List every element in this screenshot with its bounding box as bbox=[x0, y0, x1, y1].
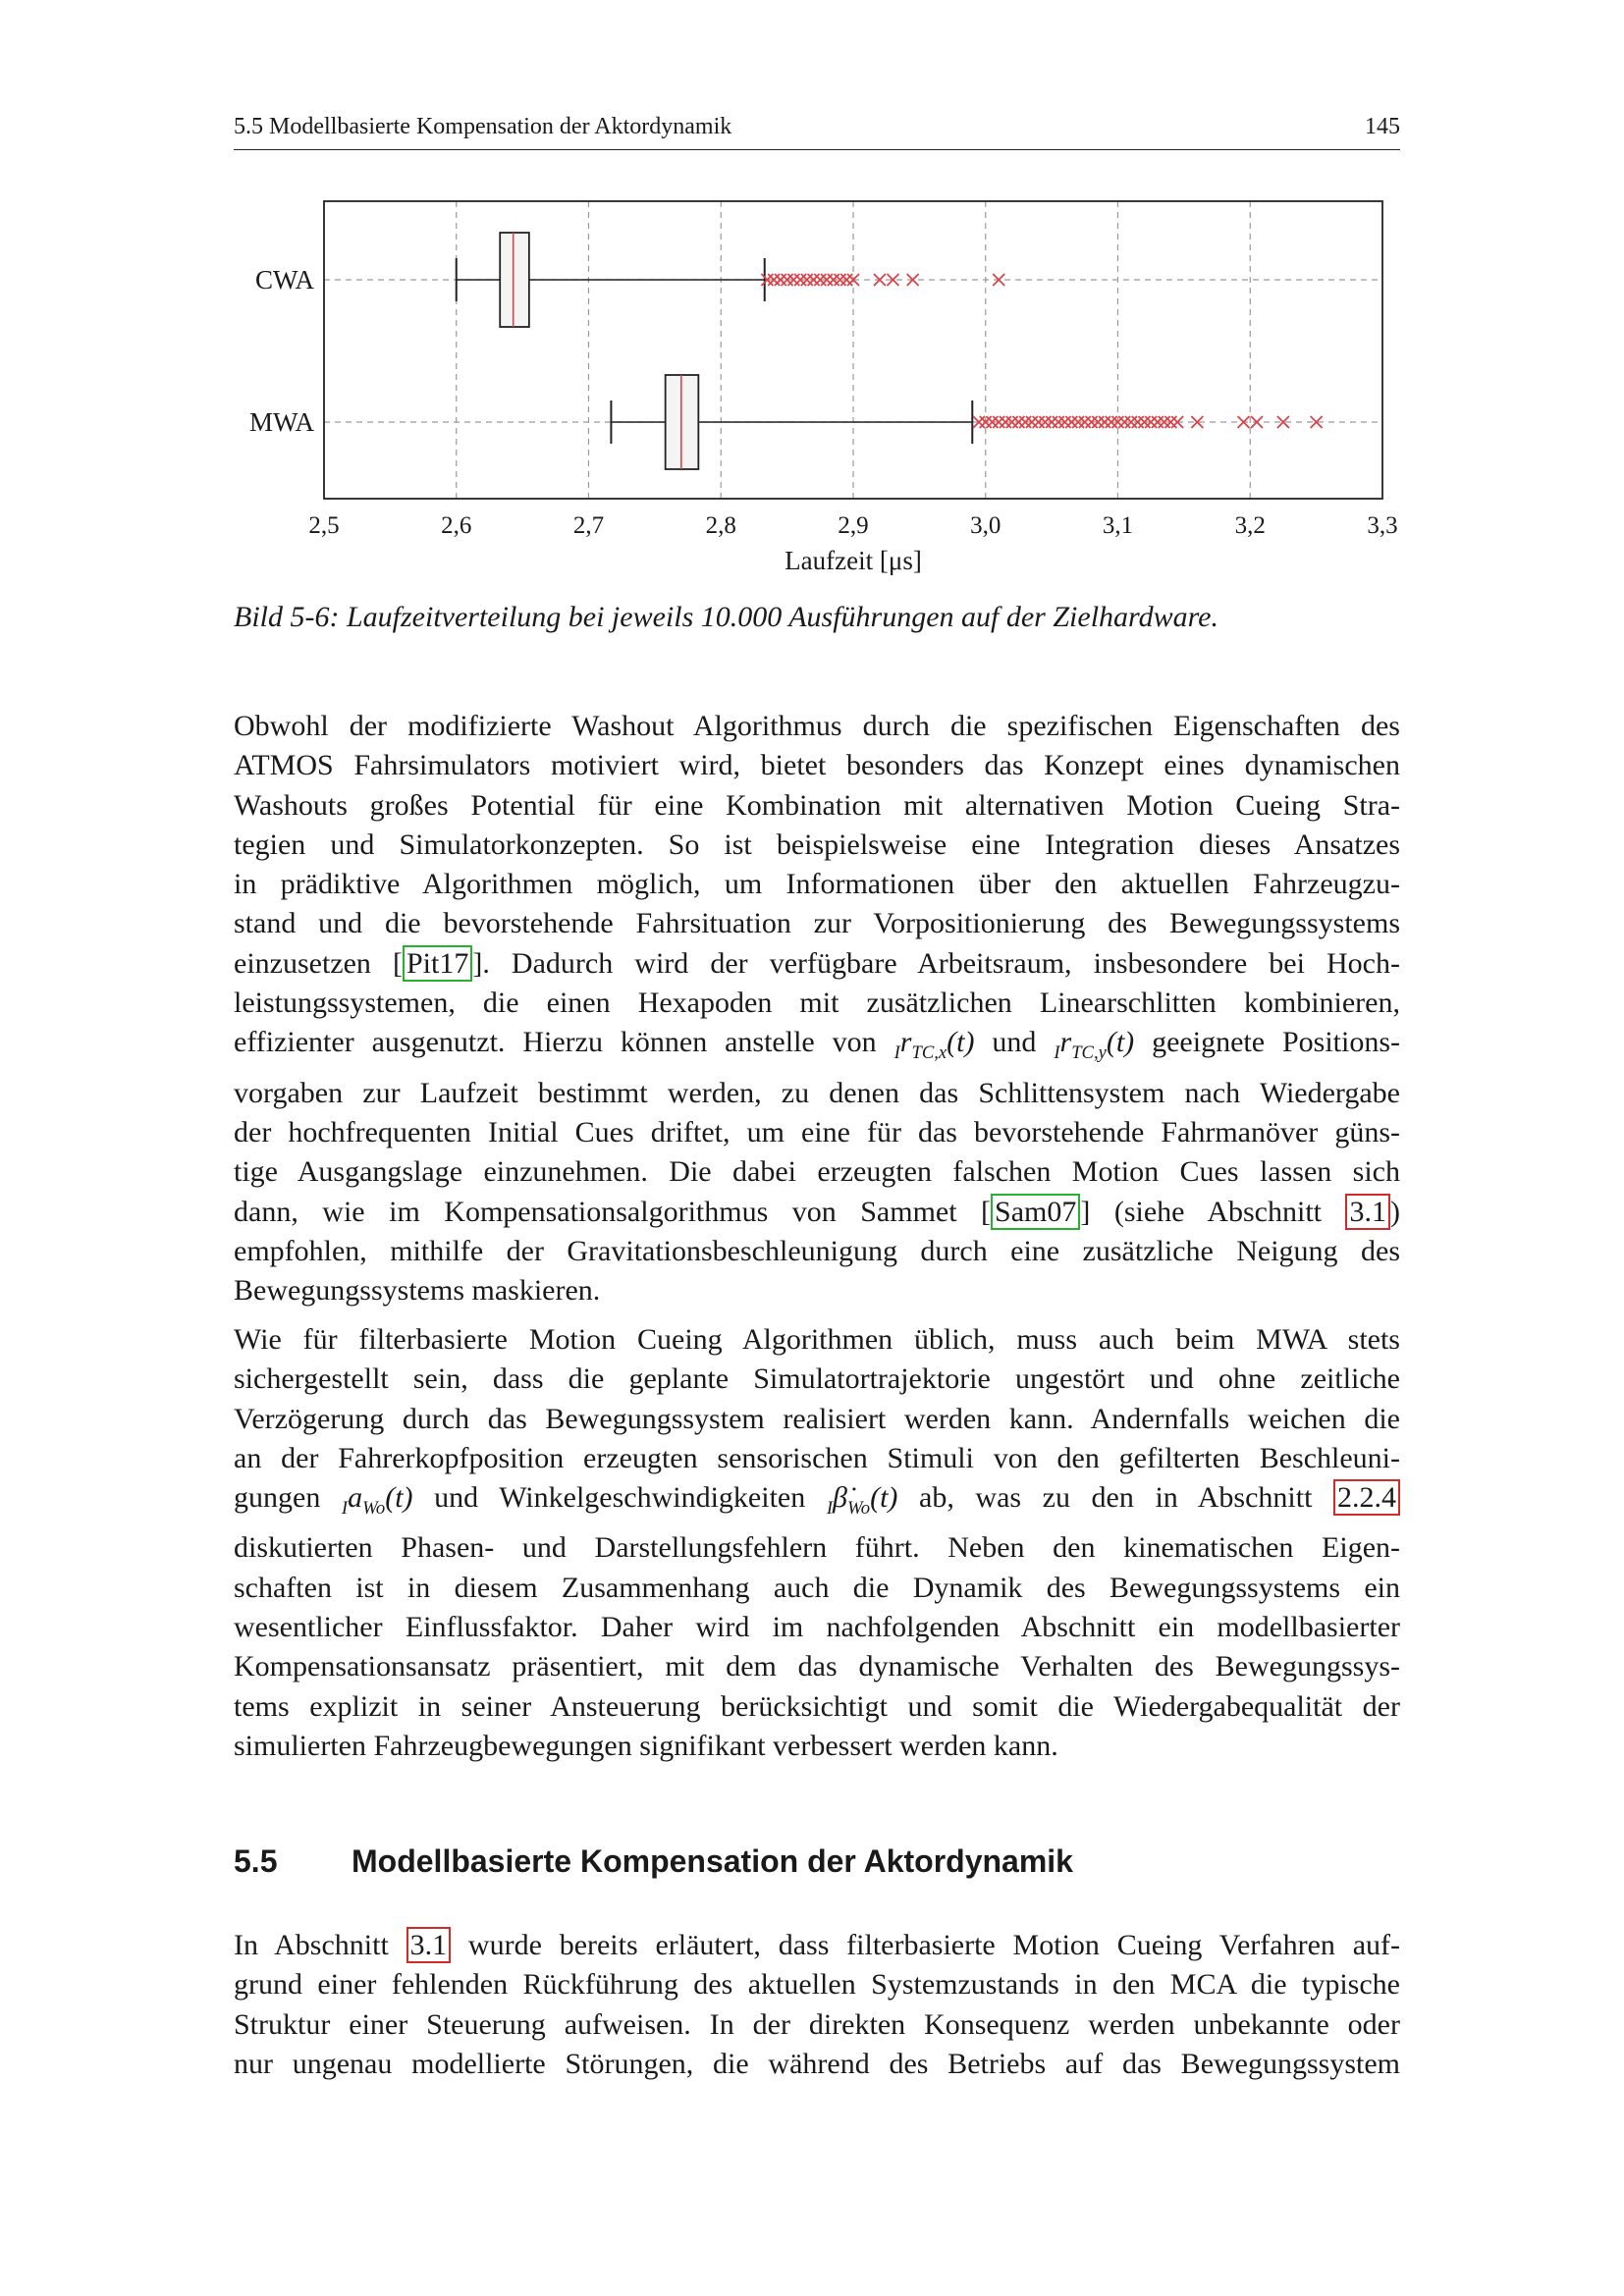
x-tick-label: 2,8 bbox=[705, 512, 736, 539]
figure-caption: Bild 5-6: Laufzeitverteilung bei jeweils 10.000 Ausführungen auf der Zielhardware. bbox=[234, 601, 1218, 633]
math-a-wo: $_Ia_{Wo}(t)$ bbox=[341, 1481, 413, 1520]
text-line: ATMOS Fahrsimulators motiviert wird, bietet besonders das Konzept eines dynamischen bbox=[234, 749, 1400, 782]
text-line: Struktur einer Steuerung aufweisen. In der direkten Konsequenz werden unbekannte oder bbox=[234, 2007, 1400, 2041]
section-link-2-2-4[interactable]: 2.2.4 bbox=[1333, 1479, 1400, 1516]
x-tick-label: 3,3 bbox=[1367, 512, 1398, 539]
x-axis-label: Laufzeit [μs] bbox=[785, 546, 922, 575]
text-line: Verzögerung durch das Bewegungssystem realisiert werden kann. Andernfalls weichen die bbox=[234, 1402, 1400, 1435]
section-link-3-1[interactable]: 3.1 bbox=[406, 1927, 452, 1963]
outlier-marker bbox=[1012, 416, 1024, 428]
text-line: schaften ist in diesem Zusammenhang auch die Dynamik des Bewegungssystems ein bbox=[234, 1571, 1400, 1604]
paragraph-1 bbox=[234, 707, 1400, 1310]
header-section-title: 5.5 Modellbasierte Kompensation der Aktordynamik bbox=[234, 114, 732, 139]
text-line: einzusetzen [ Pit17 ]. Dadurch wird der verfügbare Arbeitsraum, insbesondere bei Hoch- bbox=[234, 946, 1400, 980]
outlier-marker bbox=[1046, 416, 1057, 428]
text-line: Obwohl der modifizierte Washout Algorithmus durch die spezifischen Eigenschaften des bbox=[234, 710, 1400, 742]
outlier-marker bbox=[1065, 416, 1077, 428]
text-line: wesentlicher Einflussfaktor. Daher wird im nachfolgenden Abschnitt ein modellbasierter bbox=[234, 1611, 1400, 1644]
y-tick-label: MWA bbox=[249, 407, 314, 437]
x-tick-label: 3,1 bbox=[1102, 512, 1134, 539]
text-line: der hochfrequenten Initial Cues driftet, um eine für das bevorstehende Fahrmanöver güns- bbox=[234, 1115, 1400, 1148]
section-number: 5.5 bbox=[234, 1843, 278, 1879]
text-line: vorgaben zur Laufzeit bestimmt werden, zu denen das Schlittensystem nach Wiedergabe bbox=[234, 1076, 1400, 1109]
text-line: effizienter ausgenutzt. Hierzu können anstelle von $_Ir_{TC,x}(t)$ und $_Ir_{TC,y}(t)$ geeignete Positions- bbox=[234, 1026, 1400, 1064]
outlier-marker bbox=[1099, 416, 1110, 428]
text-line: tegien und Simulatorkonzepten. So ist beispielsweise eine Integration dieses Ansatzes bbox=[234, 828, 1400, 861]
outlier-marker bbox=[775, 274, 786, 286]
outlier-marker bbox=[1132, 416, 1144, 428]
section-link-3-1[interactable]: 3.1 bbox=[1345, 1194, 1390, 1230]
x-tick-label: 2,6 bbox=[441, 512, 472, 539]
text-line: diskutierten Phasen- und Darstellungsfehlern führt. Neben den kinematischen Eigen- bbox=[234, 1531, 1400, 1565]
text-line: stand und die bevorstehende Fahrsituation zur Vorpositionierung des Bewegungssystems bbox=[234, 907, 1400, 940]
x-tick-label: 2,7 bbox=[572, 512, 605, 539]
x-tick-label: 3,2 bbox=[1234, 512, 1266, 539]
paragraph-2 bbox=[234, 1320, 1400, 1766]
boxplot-chart bbox=[234, 187, 1412, 579]
page-number: 145 bbox=[1365, 114, 1400, 139]
math-r-tcx: $_Ir_{TC,x}(t)$ bbox=[893, 1026, 975, 1064]
paragraph-3 bbox=[234, 1926, 1400, 2084]
text-line: gungen $_Ia_{Wo}(t)$ und Winkelgeschwindigkeiten $_I\betȧ_{Wo}(t)$ ab, was zu den in Abschnitt 2.2.4 bbox=[234, 1478, 1400, 1528]
math-r-tcy: $_Ir_{TC,y}(t)$ bbox=[1054, 1026, 1135, 1064]
math-beta-wo: $_I\betȧ_{Wo}(t)$ bbox=[826, 1481, 898, 1520]
text-line: Kompensationsansatz präsentiert, mit dem das dynamische Verhalten des Bewegungssys- bbox=[234, 1650, 1400, 1683]
citation-link-pit17[interactable]: Pit17 bbox=[403, 945, 472, 982]
x-tick-label: 3,0 bbox=[970, 512, 1001, 539]
text-line: an der Fahrerkopfposition erzeugten sensorischen Stimuli von den gefilterten Beschleuni- bbox=[234, 1441, 1400, 1474]
text-line: Washouts großes Potential für eine Kombination mit alternativen Motion Cueing Stra- bbox=[234, 788, 1400, 822]
text-line: in prädiktive Algorithmen möglich, um Informationen über den aktuellen Fahrzeugzu- bbox=[234, 868, 1400, 901]
x-tick-label: 2,9 bbox=[838, 512, 869, 539]
running-header bbox=[234, 110, 1400, 150]
text-line: tige Ausgangslage einzunehmen. Die dabei erzeugten falschen Motion Cues lassen sich bbox=[234, 1155, 1400, 1189]
text-line: Bewegungssystems maskieren. bbox=[234, 1274, 601, 1308]
text-line: simulierten Fahrzeugbewegungen signifikant verbessert werden kann. bbox=[234, 1729, 1058, 1762]
text-line: In Abschnitt 3.1 wurde bereits erläutert, dass filterbasierte Motion Cueing Verfahren auf- bbox=[234, 1929, 1400, 1961]
text-line: nur ungenau modellierte Störungen, die während des Betriebs auf das Bewegungssystem bbox=[234, 2047, 1400, 2080]
text-line: empfohlen, mithilfe der Gravitationsbeschleunigung durch eine zusätzliche Neigung des bbox=[234, 1234, 1400, 1267]
x-tick-label: 2,5 bbox=[308, 512, 340, 539]
citation-link-sam07[interactable]: Sam07 bbox=[991, 1194, 1080, 1230]
outlier-marker bbox=[808, 274, 820, 286]
iqr-box bbox=[500, 233, 529, 327]
text-line: leistungssystemen, die einen Hexapoden mit zusätzlichen Linearschlitten kombinieren, bbox=[234, 987, 1400, 1020]
text-line: tems explizit in seiner Ansteuerung berücksichtigt und somit die Wiedergabequalität der bbox=[234, 1689, 1400, 1723]
outlier-marker bbox=[1251, 416, 1263, 428]
outlier-marker bbox=[1152, 416, 1164, 428]
section-title: Modellbasierte Kompensation der Aktordynamik bbox=[352, 1843, 1073, 1879]
y-tick-label: CWA bbox=[255, 265, 314, 294]
text-line: dann, wie im Kompensationsalgorithmus von Sammet [ Sam07 ] (siehe Abschnitt 3.1 ) bbox=[234, 1195, 1400, 1228]
text-line: sichergestellt sein, dass die geplante Simulatortrajektorie ungestört und ohne zeitliche bbox=[234, 1362, 1400, 1396]
text-line: grund einer fehlenden Rückführung des aktuellen Systemzustands in den MCA die typische bbox=[234, 1968, 1400, 2002]
text-line: Wie für filterbasierte Motion Cueing Algorithmen üblich, muss auch beim MWA stets bbox=[234, 1323, 1400, 1356]
